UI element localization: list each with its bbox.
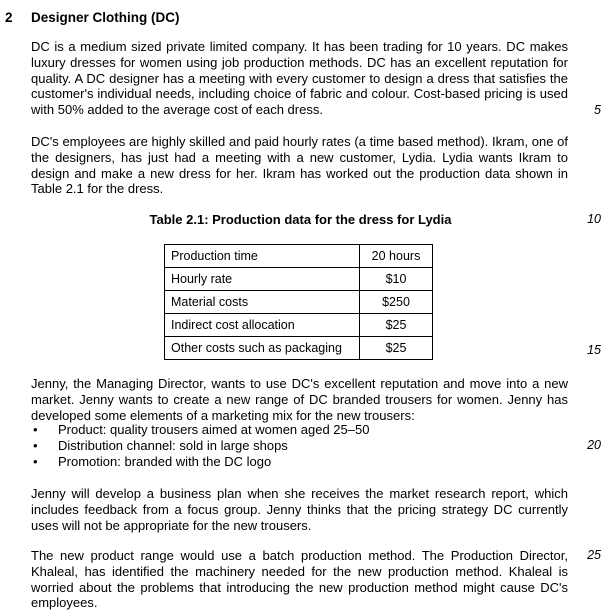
table-cell-value: $10	[360, 268, 433, 291]
list-item-text: Promotion: branded with the DC logo	[58, 454, 272, 469]
paragraph-batch-production	[31, 548, 568, 611]
table-cell-label: Other costs such as packaging	[165, 337, 360, 360]
table-cell-label: Indirect cost allocation	[165, 314, 360, 337]
paragraph-employees	[31, 134, 568, 197]
list-item-text: Product: quality trousers aimed at women aged 25–50	[58, 422, 370, 437]
table-cell-value: $250	[360, 291, 433, 314]
paragraph-2-text: DC's employees are highly skilled and paid hourly rates (a time based method). Ikram, one of the designers, has just had a meeting with a new customer, Lydia. Lydia wants Ikram to design and make a new dress for her. Ikram has worked out the production data shown in Table 2.1 for the dress.	[31, 134, 568, 197]
table-cell-label: Material costs	[165, 291, 360, 314]
line-number-20: 20	[587, 438, 601, 452]
list-item	[31, 438, 369, 454]
marketing-mix-list	[31, 422, 369, 470]
table-cell-value: 20 hours	[360, 245, 433, 268]
question-title: Designer Clothing (DC)	[31, 10, 180, 25]
table-cell-value: $25	[360, 314, 433, 337]
table-cell-label: Hourly rate	[165, 268, 360, 291]
list-item	[31, 422, 369, 438]
table-row	[165, 314, 433, 337]
table-row	[165, 268, 433, 291]
list-item-text: Distribution channel: sold in large shops	[58, 438, 288, 453]
table-caption: Table 2.1: Production data for the dress for Lydia	[149, 212, 452, 227]
table-cell-label: Production time	[165, 245, 360, 268]
bullet-icon: •	[33, 438, 38, 453]
line-number-5: 5	[594, 103, 601, 117]
bullet-icon: •	[33, 454, 38, 469]
production-data-table	[164, 244, 433, 360]
paragraph-5-text: The new product range would use a batch production method. The Production Director, Khaleal, has identified the machinery needed for the new production method. Khaleal is worried about the problems that introducing the new production method might cause DC's employees.	[31, 548, 568, 611]
table-row	[165, 245, 433, 268]
table-row	[165, 337, 433, 360]
list-item	[31, 454, 369, 470]
line-number-10: 10	[587, 212, 601, 226]
table-cell-value: $25	[360, 337, 433, 360]
line-number-25: 25	[587, 548, 601, 562]
bullet-icon: •	[33, 422, 38, 437]
table-row	[165, 291, 433, 314]
paragraph-4-text: Jenny will develop a business plan when she receives the market research report, which includes feedback from a focus group. Jenny thinks that the pricing strategy DC currently uses will not be appropriate for the new trousers.	[31, 486, 568, 533]
paragraph-3-text: Jenny, the Managing Director, wants to use DC's excellent reputation and move into a new market. Jenny wants to create a new range of DC branded trousers for women. Jenny has developed some elements of a marketing mix for the new trousers:	[31, 376, 568, 423]
paragraph-new-market	[31, 376, 568, 423]
question-number: 2	[5, 10, 13, 25]
paragraph-company-intro	[31, 39, 568, 118]
paragraph-business-plan	[31, 486, 568, 533]
line-number-15: 15	[587, 343, 601, 357]
paragraph-1-text: DC is a medium sized private limited company. It has been trading for 10 years. DC makes luxury dresses for women using job production methods. DC has an excellent reputation for quality. A DC designer has a meeting with every customer to design a dress that satisfies the customer's individual needs, including choice of fabric and colour. Cost-based pricing is used with 50% added to the average cost of each dress.	[31, 39, 568, 118]
